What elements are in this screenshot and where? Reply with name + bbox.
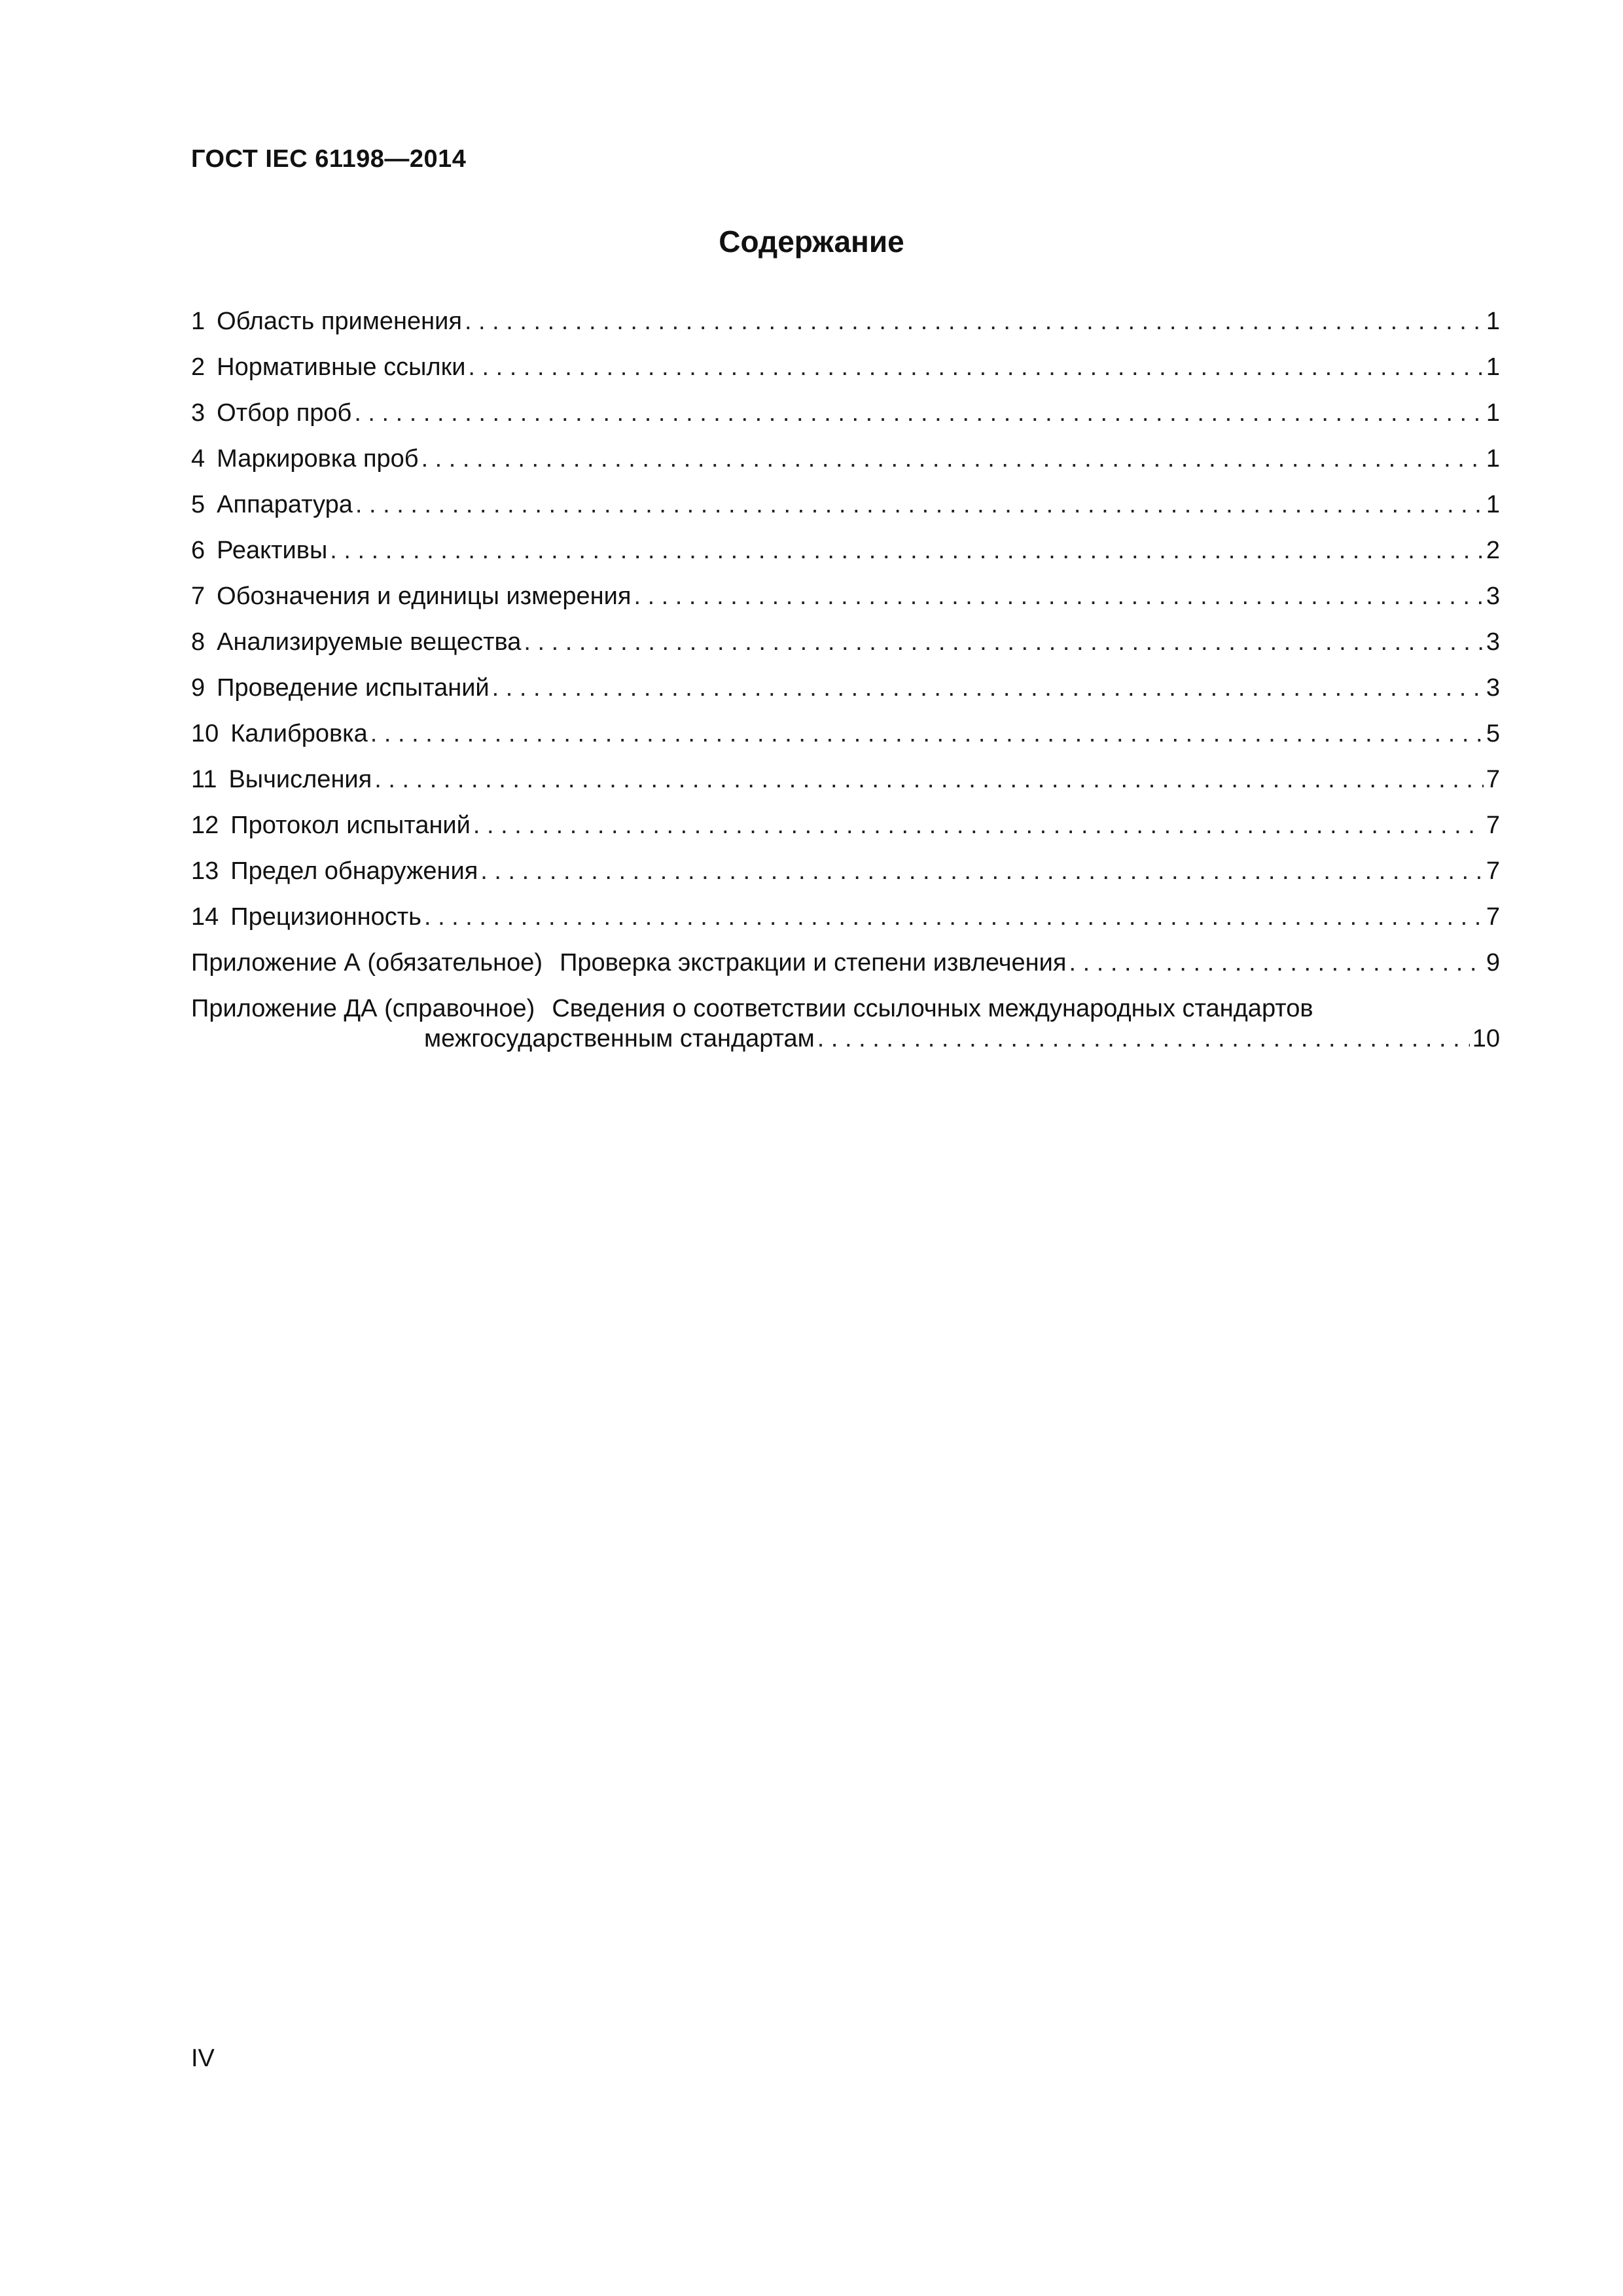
dot-leader [1069, 948, 1483, 978]
toc-entry-label: Предел обнаружения [230, 857, 478, 885]
toc-entry-page: 1 [1486, 308, 1500, 335]
toc-entry-number: 14 [191, 903, 219, 931]
dot-leader [374, 764, 1484, 795]
toc-entry-page: 3 [1486, 583, 1500, 610]
dot-leader [465, 306, 1484, 336]
toc-appendix-entry[interactable] [191, 994, 1500, 1071]
toc-entry-label: Анализируемые вещества [217, 628, 522, 656]
toc-entry-number: 10 [191, 720, 219, 747]
toc-entry[interactable] [191, 673, 1500, 719]
dot-leader [330, 535, 1484, 565]
toc-entry-label: Аппаратура [217, 491, 353, 518]
toc-entry-page: 1 [1486, 399, 1500, 427]
toc-entry-number: 5 [191, 491, 205, 518]
toc-entry[interactable] [191, 764, 1500, 810]
dot-leader [468, 352, 1483, 382]
dot-leader [633, 581, 1483, 611]
toc-title: Содержание [719, 224, 904, 259]
dot-leader [473, 810, 1484, 840]
dot-leader [354, 398, 1484, 428]
dot-leader [370, 719, 1484, 749]
toc-appendix-entry[interactable] [191, 948, 1500, 994]
toc-entry-label: Прецизионность [230, 903, 421, 931]
appendix-title-line2: межгосударственным стандартам [424, 1025, 815, 1052]
toc-entry[interactable] [191, 627, 1500, 673]
dot-leader [355, 490, 1484, 520]
toc-entry-label: Маркировка проб [217, 445, 419, 473]
toc-entry[interactable] [191, 352, 1500, 398]
toc-entry[interactable] [191, 398, 1500, 444]
toc-entry-number: 1 [191, 308, 205, 335]
toc-entry[interactable] [191, 444, 1500, 490]
dot-leader [492, 673, 1484, 703]
toc-entry-page: 7 [1486, 857, 1500, 885]
toc-entry-page: 2 [1486, 537, 1500, 564]
toc-entry-page: 5 [1486, 720, 1500, 747]
toc-entry-page: 7 [1486, 812, 1500, 839]
toc-entry-page: 7 [1486, 766, 1500, 793]
toc-entry-label: Нормативные ссылки [217, 353, 466, 381]
toc-entry-page: 3 [1486, 674, 1500, 702]
appendix-title: Проверка экстракции и степени извлечения [560, 949, 1067, 977]
document-id-header: ГОСТ IEC 61198—2014 [191, 145, 467, 173]
table-of-contents [191, 306, 1500, 1071]
toc-entry-number: 6 [191, 537, 205, 564]
toc-entry-page: 7 [1486, 903, 1500, 931]
dot-leader [524, 627, 1483, 657]
page-number: IV [191, 2045, 215, 2072]
toc-entry-label: Реактивы [217, 537, 328, 564]
toc-entry-label: Обозначения и единицы измерения [217, 583, 632, 610]
toc-entry-label: Отбор проб [217, 399, 352, 427]
appendix-designation: Приложение ДА (справочное) [191, 995, 535, 1022]
toc-entry-number: 11 [191, 766, 217, 793]
toc-entry[interactable] [191, 902, 1500, 948]
appendix-title-line1: Сведения о соответствии ссылочных международных стандартов [552, 995, 1313, 1022]
dot-leader [817, 1024, 1470, 1054]
toc-entry-label: Калибровка [230, 720, 368, 747]
dot-leader [480, 856, 1484, 886]
toc-entry-label: Проведение испытаний [217, 674, 490, 702]
toc-entry-label: Вычисления [228, 766, 372, 793]
toc-entry[interactable] [191, 856, 1500, 902]
dot-leader [424, 902, 1484, 932]
toc-entry-page: 9 [1486, 949, 1500, 977]
toc-entry[interactable] [191, 810, 1500, 856]
toc-entry-page: 1 [1486, 491, 1500, 518]
toc-entry-number: 12 [191, 812, 219, 839]
dot-leader [421, 444, 1484, 474]
toc-entry-number: 2 [191, 353, 205, 381]
toc-entry-label: Протокол испытаний [230, 812, 471, 839]
toc-entry-label: Область применения [217, 308, 462, 335]
toc-entry-page: 3 [1486, 628, 1500, 656]
toc-entry[interactable] [191, 535, 1500, 581]
toc-entry[interactable] [191, 719, 1500, 764]
toc-entry[interactable] [191, 490, 1500, 535]
toc-entry-number: 3 [191, 399, 205, 427]
toc-entry-number: 7 [191, 583, 205, 610]
toc-entry-page: 1 [1486, 353, 1500, 381]
toc-entry-page: 1 [1486, 445, 1500, 473]
toc-entry-number: 13 [191, 857, 219, 885]
toc-entry[interactable] [191, 306, 1500, 352]
toc-entry-number: 8 [191, 628, 205, 656]
toc-entry[interactable] [191, 581, 1500, 627]
toc-entry-number: 9 [191, 674, 205, 702]
toc-entry-number: 4 [191, 445, 205, 473]
appendix-designation: Приложение А (обязательное) [191, 949, 543, 977]
toc-entry-page: 10 [1472, 1025, 1500, 1052]
